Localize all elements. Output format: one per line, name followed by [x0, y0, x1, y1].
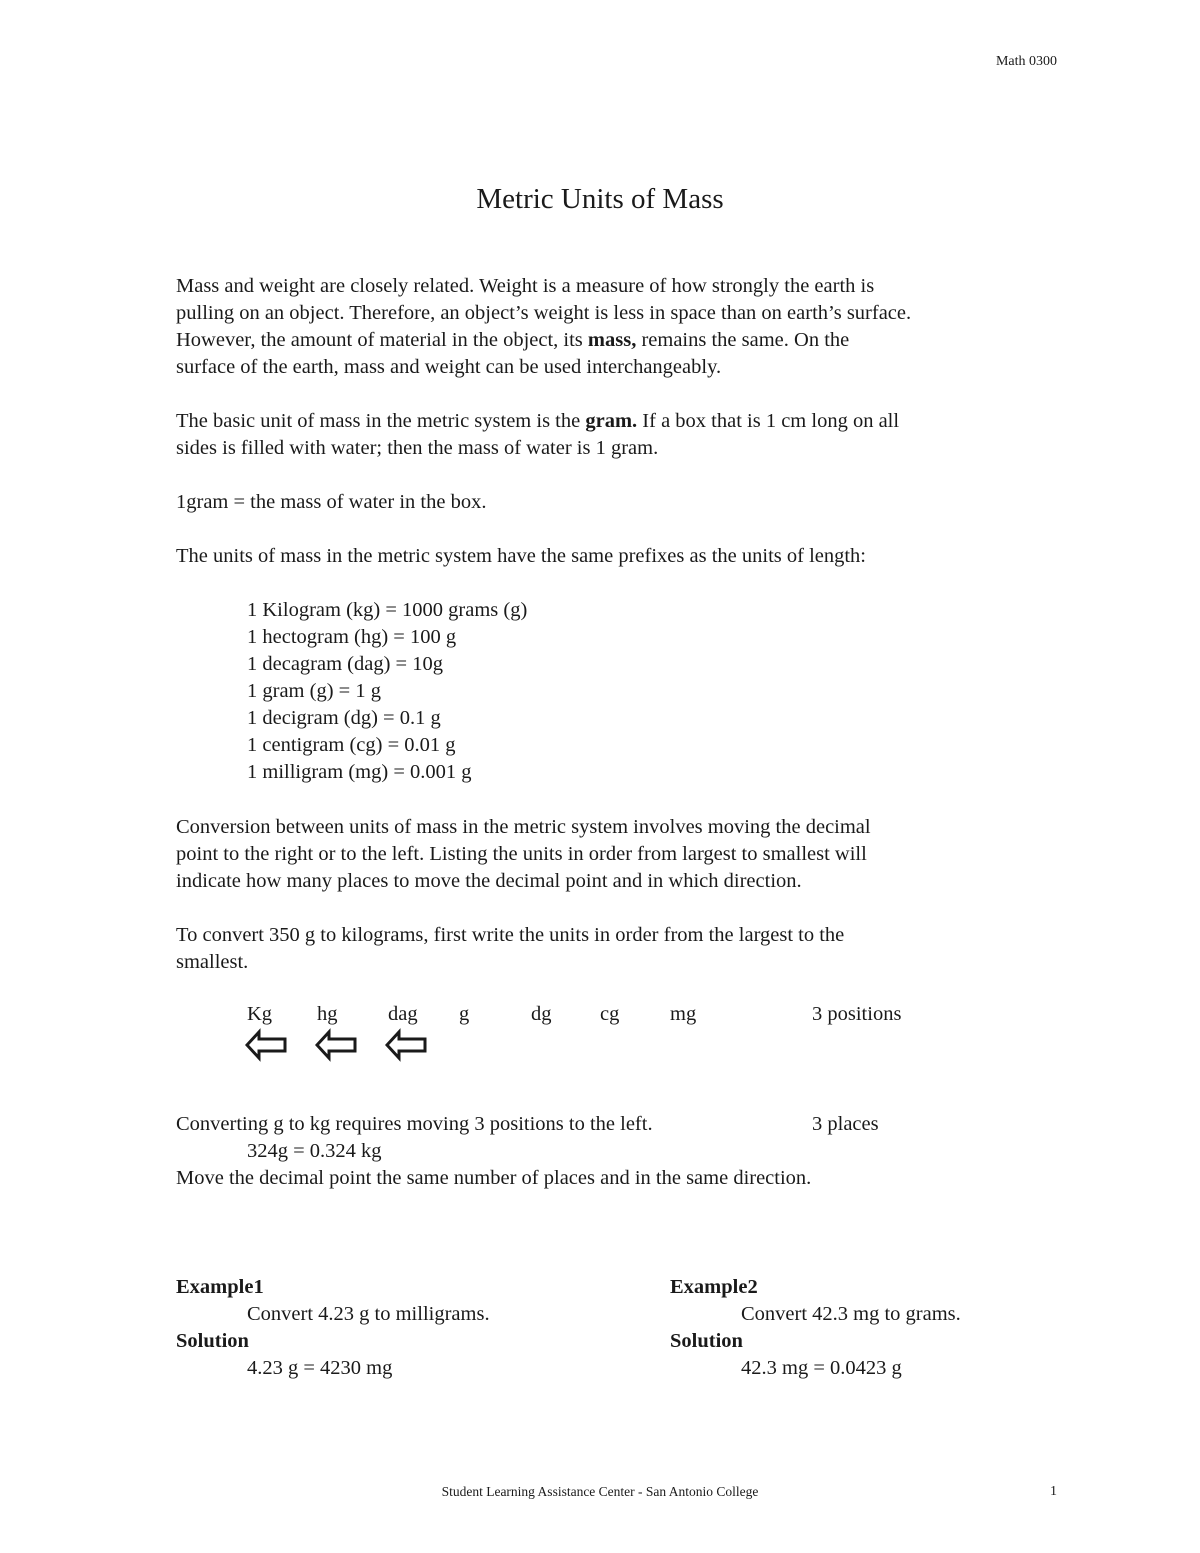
footer-text: Student Learning Assistance Center - San Antonio College: [441, 1484, 759, 1499]
rule-line: Move the decimal point the same number of places and in the same direction.: [176, 1167, 812, 1189]
intro-line: pulling on an object. Therefore, an object’s weight is less in space than on earth’s surface.: [176, 302, 912, 324]
example2-answer: 42.3 mg = 0.0423 g: [741, 1357, 902, 1379]
example2-title-text: Example2: [670, 1276, 758, 1298]
prefix-intro: The units of mass in the metric system have the same prefixes as the units of length:: [176, 545, 867, 567]
example1-solution-label-text: Solution: [176, 1330, 249, 1352]
result-line: 324g = 0.324 kg: [247, 1140, 382, 1162]
intro-line-text: However, the amount of material in the object, its: [176, 329, 583, 351]
positions-label: 3 positions: [812, 1003, 902, 1025]
unit-dag: dag: [388, 1003, 418, 1025]
list-item: 1 decagram (dag) = 10g: [247, 653, 443, 675]
intro-line: Mass and weight are closely related. Weight is a measure of how strongly the earth is: [176, 275, 875, 297]
example2-solution-label-text: Solution: [670, 1330, 743, 1352]
convert-example-paragraph: [176, 922, 844, 976]
example1-prompt: Convert 4.23 g to milligrams.: [247, 1303, 490, 1325]
course-header: Math 0300: [995, 54, 1057, 69]
example1-title-text: Example1: [176, 1276, 264, 1298]
unit-g: g: [459, 1003, 470, 1025]
list-item: 1 decigram (dg) = 0.1 g: [247, 707, 441, 729]
example1-title: [176, 1274, 264, 1301]
units-list: [247, 597, 527, 786]
basic-unit-line: [176, 408, 899, 435]
basic-unit-paragraph: [176, 408, 899, 462]
basic-unit-line: sides is filled with water; then the mass of water is 1 gram.: [176, 437, 659, 459]
conversion-line: point to the right or to the left. Listing the units in order from largest to smallest will: [176, 843, 867, 865]
convert-example-line: To convert 350 g to kilograms, first write the units in order from the largest to the: [176, 924, 845, 946]
page-title: Metric Units of Mass: [476, 183, 724, 215]
page-number: 1: [1050, 1484, 1057, 1499]
unit-mg: mg: [670, 1003, 697, 1025]
conversion-paragraph: [176, 814, 871, 895]
unit-hg: hg: [317, 1003, 338, 1025]
left-arrow-icon: [315, 1028, 357, 1062]
gram-bold: gram.: [585, 410, 638, 432]
conversion-line: Conversion between units of mass in the metric system involves moving the decimal: [176, 816, 871, 838]
places-label: 3 places: [812, 1113, 879, 1135]
list-item: 1 hectogram (hg) = 100 g: [247, 626, 457, 648]
gram-definition: 1gram = the mass of water in the box.: [176, 491, 487, 513]
example1-answer: 4.23 g = 4230 mg: [247, 1357, 393, 1379]
intro-line: surface of the earth, mass and weight can be used interchangeably.: [176, 356, 722, 378]
unit-cg: cg: [600, 1003, 620, 1025]
left-arrow-icon: [385, 1028, 427, 1062]
list-item: 1 gram (g) = 1 g: [247, 680, 381, 702]
intro-line: [176, 327, 911, 354]
convert-example-line: smallest.: [176, 951, 249, 973]
conversion-line: indicate how many places to move the decimal point and in which direction.: [176, 870, 802, 892]
unit-kg: Kg: [247, 1003, 273, 1025]
example2-title: [670, 1274, 758, 1301]
intro-paragraph: [176, 273, 911, 381]
example1-solution-label: [176, 1328, 249, 1355]
unit-dg: dg: [531, 1003, 552, 1025]
left-arrow-icon: [245, 1028, 287, 1062]
list-item: 1 centigram (cg) = 0.01 g: [247, 734, 456, 756]
example2-prompt: Convert 42.3 mg to grams.: [741, 1303, 961, 1325]
basic-unit-text: The basic unit of mass in the metric system is the: [176, 410, 581, 432]
basic-unit-text: If a box that is 1 cm long on all: [642, 410, 900, 432]
mass-bold: mass,: [587, 329, 637, 351]
example2-solution-label: [670, 1328, 743, 1355]
move-left-text: Converting g to kg requires moving 3 positions to the left.: [176, 1113, 653, 1135]
intro-line-text: remains the same. On the: [641, 329, 850, 351]
list-item: 1 milligram (mg) = 0.001 g: [247, 761, 472, 783]
list-item: 1 Kilogram (kg) = 1000 grams (g): [247, 599, 528, 621]
